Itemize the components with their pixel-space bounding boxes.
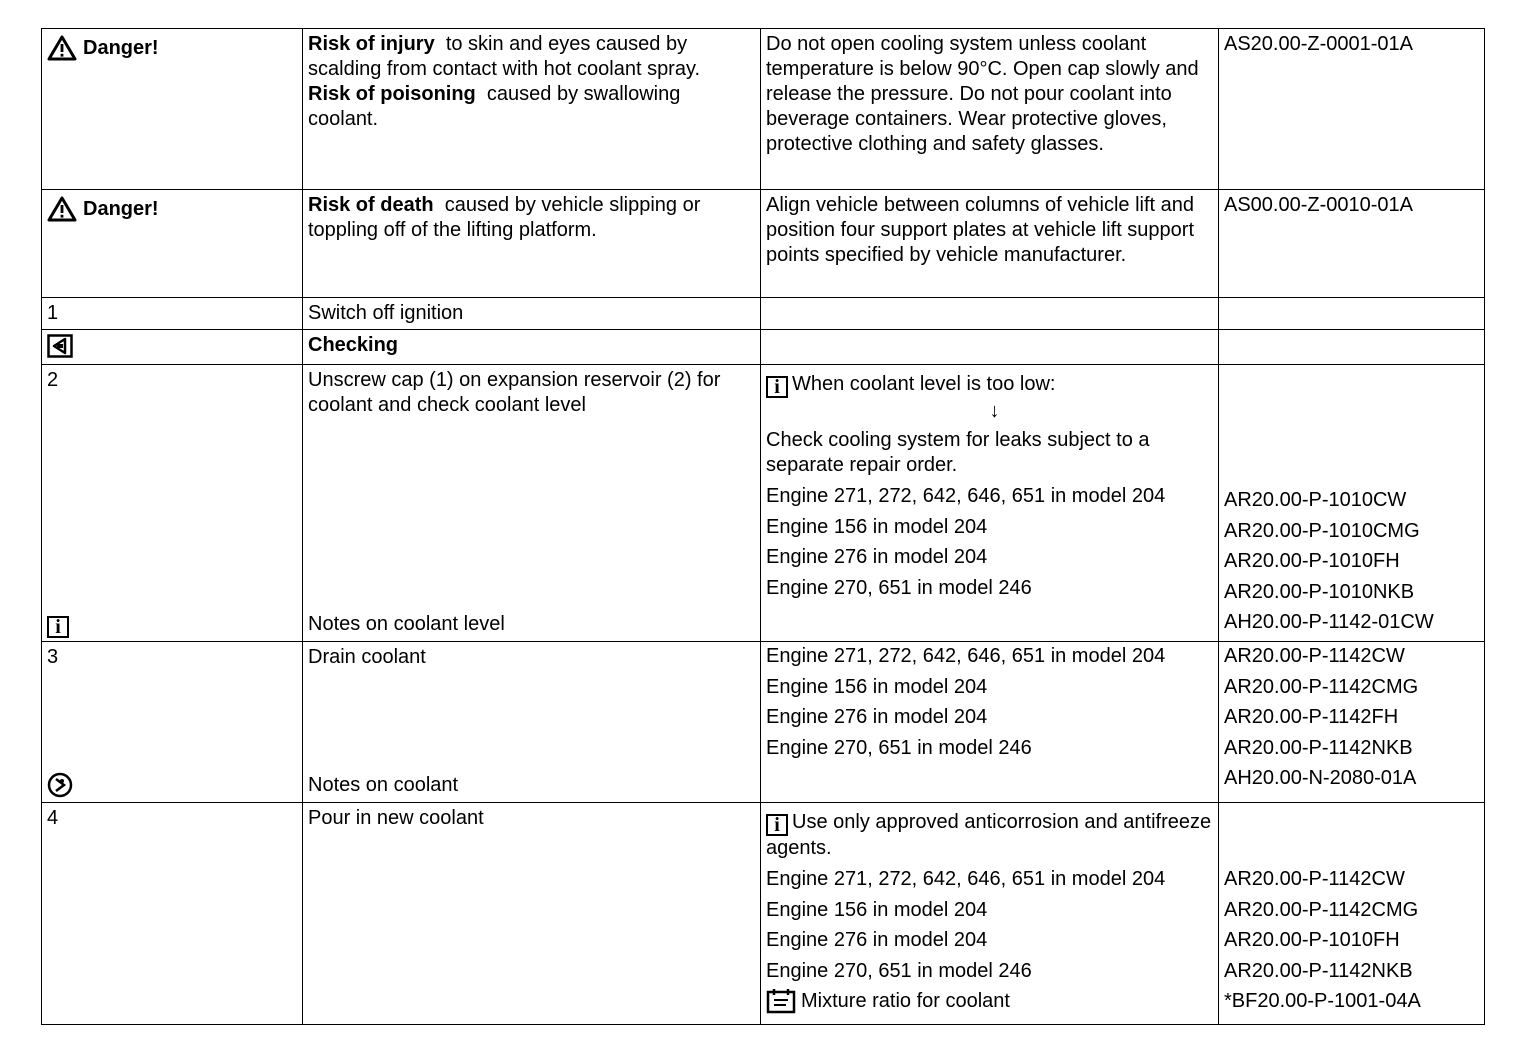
reference-link[interactable]: AR20.00-P-1142CW xyxy=(1224,645,1405,667)
reference-link[interactable]: AS20.00-Z-0001-01A xyxy=(1224,33,1414,55)
reference-link[interactable]: *BF20.00-P-1001-04A xyxy=(1224,990,1421,1012)
info-text: When coolant level is too low: xyxy=(792,373,1056,395)
reference-link[interactable]: AR20.00-P-1010FH xyxy=(1224,550,1400,572)
engine-line: Engine 156 in model 204 xyxy=(766,675,988,698)
engine-line: Engine 270, 651 in model 246 xyxy=(766,576,1032,599)
ref-cell xyxy=(1219,365,1485,642)
engine-line: Engine 276 in model 204 xyxy=(766,929,988,951)
danger-row-2 xyxy=(42,190,1485,298)
empty-cell xyxy=(761,330,1219,365)
measure-cell xyxy=(761,190,1219,298)
empty-cell xyxy=(761,298,1219,330)
danger-label-cell xyxy=(42,190,303,298)
reference-link[interactable]: AR20.00-P-1142NKB xyxy=(1224,959,1413,982)
checking-icon-cell xyxy=(42,330,303,365)
safety-measure-text: Align vehicle between columns of vehicle lift and position four support plates at vehicle lift support points specified by vehicle manufacturer. xyxy=(766,194,1195,266)
danger-label: Danger! xyxy=(83,36,159,59)
step-number: 4 xyxy=(42,803,303,1025)
risk-cell xyxy=(303,29,761,190)
checking-icon xyxy=(47,334,73,358)
danger-label: Danger! xyxy=(83,197,159,220)
step-4-row xyxy=(42,803,1485,1025)
environment-notes-icon xyxy=(47,772,73,798)
step-3-row xyxy=(42,642,1485,803)
reference-link[interactable]: AR20.00-P-1010NKB xyxy=(1224,580,1415,603)
reference-link[interactable]: AH20.00-N-2080-01A xyxy=(1224,767,1417,789)
engine-line: Engine 276 in model 204 xyxy=(766,546,988,568)
risk-cell xyxy=(303,190,761,298)
measure-cell xyxy=(761,29,1219,190)
ref-cell xyxy=(1219,803,1485,1025)
reference-link[interactable]: AR20.00-P-1142FH xyxy=(1224,706,1399,728)
engine-line: Engine 271, 272, 642, 646, 651 in model 204 xyxy=(766,868,1166,890)
info-icon: i xyxy=(766,814,788,836)
reference-link[interactable]: AR20.00-P-1142NKB xyxy=(1224,736,1413,759)
reference-link[interactable]: AS00.00-Z-0010-01A xyxy=(1224,194,1414,216)
danger-row-1 xyxy=(42,29,1485,190)
step-1-row xyxy=(42,298,1485,330)
check-text: Check cooling system for leaks subject to a separate repair order. xyxy=(766,429,1150,476)
risk-text: to skin and eyes caused by scalding from contact with hot coolant spray. xyxy=(308,33,701,80)
empty-cell xyxy=(1219,330,1485,365)
step-text: Drain coolant xyxy=(308,646,426,668)
step-2-row xyxy=(42,365,1485,642)
risk-title: Risk of death xyxy=(308,194,434,216)
info-text: Use only approved anticorrosion and antifreeze agents. xyxy=(766,811,1212,859)
engine-line: Engine 271, 272, 642, 646, 651 in model 204 xyxy=(766,485,1166,507)
risk-text: caused by vehicle slipping or toppling off of the lifting platform. xyxy=(308,194,706,241)
warning-triangle-icon xyxy=(47,35,77,61)
info-icon: i xyxy=(766,376,788,398)
reference-link[interactable]: AR20.00-P-1142CMG xyxy=(1224,675,1419,698)
reference-link[interactable]: AR20.00-P-1142CMG xyxy=(1224,898,1419,921)
data-sheet-icon xyxy=(766,988,796,1014)
step-number: 2 xyxy=(47,369,59,391)
step-text: Switch off ignition xyxy=(303,298,761,330)
reference-link[interactable]: AR20.00-P-1010FH xyxy=(1224,929,1400,951)
info-cell xyxy=(761,803,1219,1025)
checking-row xyxy=(42,330,1485,365)
empty-cell xyxy=(1219,298,1485,330)
engine-line: Engine 156 in model 204 xyxy=(766,515,988,538)
reference-link[interactable]: AH20.00-P-1142-01CW xyxy=(1224,611,1434,633)
engine-line: Engine 156 in model 204 xyxy=(766,898,988,921)
down-arrow-icon: ↓ xyxy=(989,400,1000,422)
checking-label: Checking xyxy=(303,330,761,365)
risk-title: Risk of injury xyxy=(308,33,435,55)
ref-cell xyxy=(1219,190,1485,298)
engine-line: Engine 271, 272, 642, 646, 651 in model 204 xyxy=(766,645,1166,667)
info-icon: i xyxy=(47,616,69,638)
step-number: 3 xyxy=(47,646,59,668)
note-text: Notes on coolant xyxy=(308,773,459,796)
reference-link[interactable]: AR20.00-P-1142CW xyxy=(1224,868,1405,890)
reference-link[interactable]: AR20.00-P-1010CMG xyxy=(1224,519,1420,542)
step-text-cell xyxy=(303,642,761,803)
step-number-cell xyxy=(42,365,303,642)
step-number-cell xyxy=(42,642,303,803)
engine-cell xyxy=(761,642,1219,803)
risk-text: caused by swallowing coolant. xyxy=(308,83,686,130)
note-text: Notes on coolant level xyxy=(308,612,505,635)
mixture-text: Mixture ratio for coolant xyxy=(801,990,1010,1012)
step-text-cell xyxy=(303,365,761,642)
engine-line: Engine 270, 651 in model 246 xyxy=(766,736,1032,759)
step-text: Pour in new coolant xyxy=(303,803,761,1025)
ref-cell xyxy=(1219,29,1485,190)
safety-measure-text: Do not open cooling system unless coolant temperature is below 90°C. Open cap slowly and release the pressure. Do not pour coolant into beverage containers. Wear protective gloves, protective clothing and safety glasses. xyxy=(766,33,1199,155)
reference-link[interactable]: AR20.00-P-1010CW xyxy=(1224,489,1407,511)
engine-line: Engine 276 in model 204 xyxy=(766,706,988,728)
step-number: 1 xyxy=(42,298,303,330)
info-cell xyxy=(761,365,1219,642)
step-text: Unscrew cap (1) on expansion reservoir (2) for coolant and check coolant level xyxy=(308,369,721,416)
engine-line: Engine 270, 651 in model 246 xyxy=(766,959,1032,982)
repair-procedure-table xyxy=(41,28,1485,1025)
warning-triangle-icon xyxy=(47,196,77,222)
risk-title: Risk of poisoning xyxy=(308,83,476,105)
ref-cell xyxy=(1219,642,1485,803)
danger-label-cell xyxy=(42,29,303,190)
